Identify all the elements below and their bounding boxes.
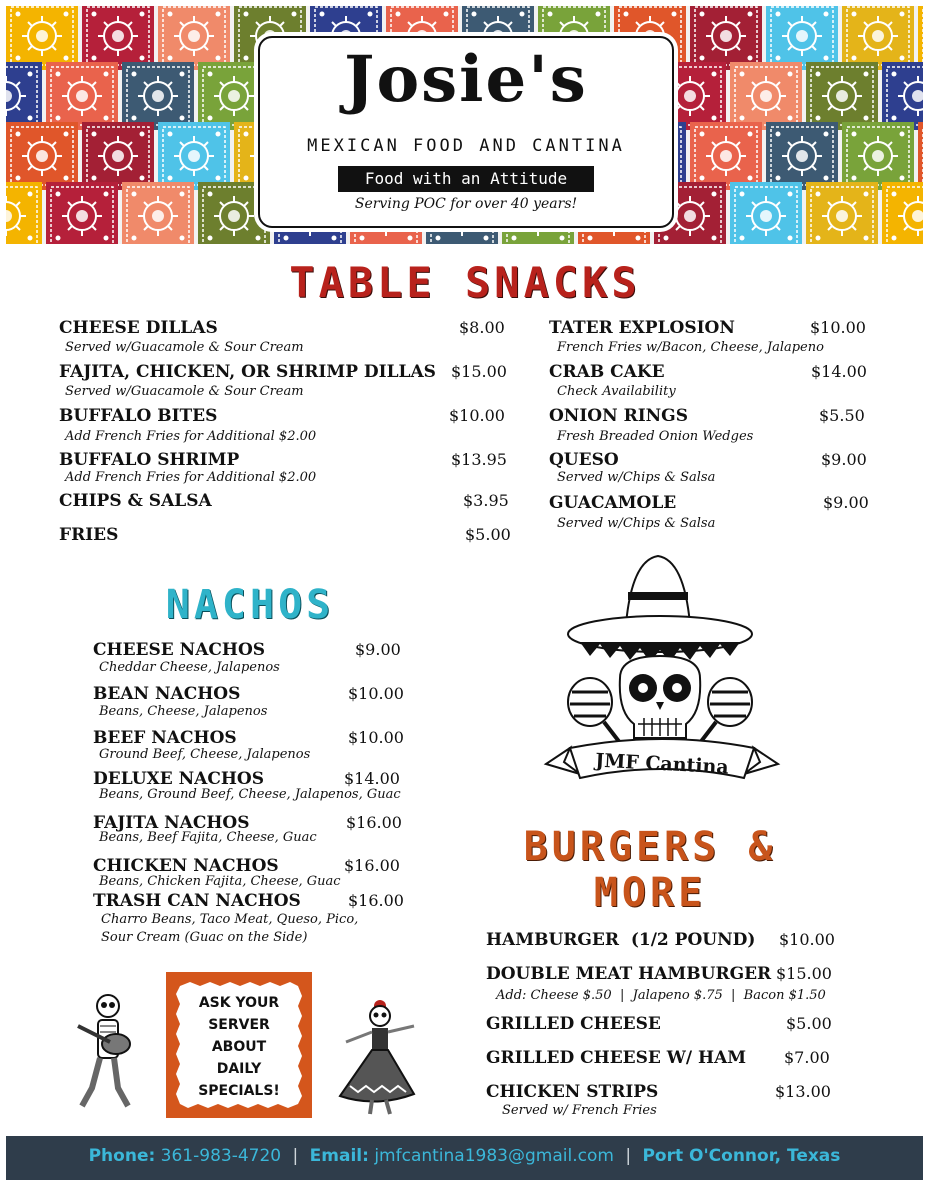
papel-picado-tile [158,122,230,190]
item-price: $10.00 [449,406,505,425]
nachos-heading: NACHOS [165,582,335,628]
phone-number[interactable]: 361-983-4720 [160,1146,282,1166]
papel-picado-tile [806,62,878,130]
sugar-skull-logo [540,552,784,792]
papel-picado-tile [158,6,230,70]
item-price: $15.00 [776,964,832,983]
restaurant-subtitle: MEXICAN FOOD AND CANTINA [307,136,625,156]
papel-picado-tile [82,122,154,190]
item-price: $15.00 [451,362,507,381]
restaurant-name: Josie's [344,42,588,117]
item-price: $9.00 [355,640,401,659]
email-label: Email: [309,1146,369,1166]
item-description: Ground Beef, Cheese, Jalapenos [99,747,311,762]
item-price: $16.00 [344,856,400,875]
item-description: Check Availability [557,384,676,399]
item-name: GRILLED CHEESE W/ HAM [486,1048,747,1068]
item-price: $14.00 [811,362,867,381]
item-price: $16.00 [346,813,402,832]
item-name: BEAN NACHOS [93,684,241,704]
specials-line-1: ASK YOUR [198,995,280,1011]
papel-picado-tile [918,122,923,190]
papel-picado-tile [82,6,154,70]
item-price: $5.00 [786,1014,832,1033]
item-price: $10.00 [348,684,404,703]
item-name: FAJITA, CHICKEN, OR SHRIMP DILLAS [59,362,436,382]
papel-picado-tile [46,62,118,130]
separator: | [292,1146,299,1166]
item-description: Add French Fries for Additional $2.00 [65,470,317,485]
email-address[interactable]: jmfcantina1983@gmail.com [374,1146,614,1166]
item-description: Beans, Ground Beef, Cheese, Jalapenos, Guac [99,787,401,802]
location: Port O'Connor, Texas [642,1146,841,1166]
item-description: Served w/Chips & Salsa [557,470,716,485]
item-price: $10.00 [779,930,835,949]
specials-line-5: SPECIALS! [198,1083,280,1099]
specials-line-4: DAILY [216,1061,262,1077]
item-name: CHEESE DILLAS [59,318,218,338]
item-name: DOUBLE MEAT HAMBURGER [486,964,772,984]
specials-line-3: ABOUT [211,1039,267,1055]
item-price: $16.00 [348,891,404,910]
item-description: Beans, Beef Fajita, Cheese, Guac [99,830,317,845]
papel-picado-tile [842,6,914,70]
item-price: $3.95 [463,491,509,510]
item-price: $10.00 [810,318,866,337]
item-name: ONION RINGS [549,406,688,426]
item-description: Charro Beans, Taco Meat, Queso, Pico, [101,912,359,927]
item-name: GRILLED CHEESE [486,1014,661,1034]
item-price: $5.00 [465,525,511,544]
papel-picado-tile [6,6,78,70]
papel-picado-tile [882,182,923,244]
item-description: Served w/Guacamole & Sour Cream [65,384,304,399]
burgers-heading-line2: MORE [593,870,707,916]
papel-picado-tile [6,182,42,244]
papel-picado-tile [766,122,838,190]
specials-line-2: SERVER [208,1017,270,1033]
item-name: CHICKEN NACHOS [93,856,279,876]
item-name: CRAB CAKE [549,362,665,382]
item-price: $13.00 [775,1082,831,1101]
item-price: $14.00 [344,769,400,788]
item-name: TATER EXPLOSION [549,318,735,338]
item-price: $7.00 [784,1048,830,1067]
burgers-heading-line1: BURGERS & [523,824,777,870]
specials-text [166,992,312,1102]
item-description: Beans, Chicken Fajita, Cheese, Guac [99,874,341,889]
item-name: QUESO [549,450,619,470]
papel-picado-tile [766,6,838,70]
item-price: $8.00 [459,318,505,337]
item-price: $13.95 [451,450,507,469]
item-description: Add: Cheese $.50 | Jalapeno $.75 | Bacon $1.50 [496,988,826,1003]
contact-footer [6,1136,923,1180]
item-name: BUFFALO BITES [59,406,218,426]
skeleton-guitarist-icon [74,992,138,1114]
item-price: $5.50 [819,406,865,425]
item-name: CHICKEN STRIPS [486,1082,659,1102]
item-name: FRIES [59,525,119,545]
papel-picado-tile [122,182,194,244]
table-snacks-heading: TABLE SNACKS [289,258,641,307]
restaurant-tagline: Food with an Attitude [338,166,594,192]
papel-picado-tile [918,6,923,70]
item-name: BEEF NACHOS [93,728,237,748]
item-price: $9.00 [823,493,869,512]
skeleton-dancer-icon [336,996,418,1116]
contact-line [6,1146,923,1166]
papel-picado-tile [690,122,762,190]
daily-specials-box [166,972,312,1118]
item-name: CHIPS & SALSA [59,491,212,511]
item-description: Served w/Guacamole & Sour Cream [65,340,304,355]
item-description: French Fries w/Bacon, Cheese, Jalapeno [557,340,824,355]
item-description: Fresh Breaded Onion Wedges [557,429,754,444]
phone-label: Phone: [88,1146,156,1166]
separator: | [625,1146,632,1166]
item-name: BUFFALO SHRIMP [59,450,240,470]
papel-picado-tile [46,182,118,244]
item-name: GUACAMOLE [549,493,677,513]
serving-note: Serving POC for over 40 years! [354,196,578,212]
papel-picado-tile [730,62,802,130]
cantina-logo-text: JMF Cantina [594,749,730,779]
papel-picado-tile [842,122,914,190]
item-price: $10.00 [348,728,404,747]
item-description: Cheddar Cheese, Jalapenos [99,660,280,675]
papel-picado-tile [6,62,42,130]
item-description: Add French Fries for Additional $2.00 [65,429,317,444]
item-price: $9.00 [821,450,867,469]
papel-picado-tile [730,182,802,244]
item-name: HAMBURGER (1/2 POUND) [486,930,756,950]
papel-picado-tile [122,62,194,130]
restaurant-logo [258,36,674,228]
papel-picado-tile [690,6,762,70]
item-name: FAJITA NACHOS [93,813,250,833]
item-description-line2: Sour Cream (Guac on the Side) [101,930,308,945]
papel-picado-tile [806,182,878,244]
item-name: DELUXE NACHOS [93,769,265,789]
item-name: TRASH CAN NACHOS [93,891,301,911]
item-name: CHEESE NACHOS [93,640,266,660]
papel-picado-tile [882,62,923,130]
papel-picado-tile [6,122,78,190]
item-description: Served w/ French Fries [502,1103,657,1118]
item-description: Beans, Cheese, Jalapenos [99,704,268,719]
item-description: Served w/Chips & Salsa [557,516,716,531]
